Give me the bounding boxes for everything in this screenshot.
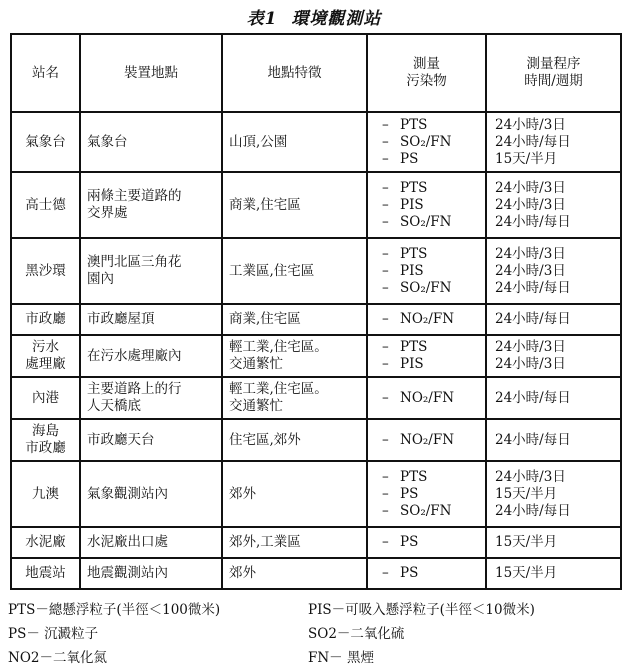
measurement-schedule-text: 15天/半月	[495, 534, 558, 550]
pollutant-code: PTS	[400, 179, 428, 196]
dash-bullet: –	[382, 245, 389, 262]
station-name-text: 氣象台	[25, 133, 66, 150]
pollutant-code: NO₂/FN	[400, 389, 455, 406]
pollutant-cell	[367, 527, 486, 558]
station-name-text: 九澳	[32, 485, 59, 502]
measurement-schedule-text: 24小時/3日	[495, 179, 566, 196]
dash-bullet: –	[382, 485, 389, 502]
station-name-text: 市政廳	[25, 440, 66, 456]
location-feature-text: 山頂,公園	[229, 133, 288, 150]
measurement-schedule-cell	[486, 238, 621, 304]
pollutant-code: PIS	[400, 356, 424, 372]
header-text: 站名	[32, 64, 59, 81]
header-text: 污染物	[406, 73, 447, 89]
location-feature-text: 輕工業,住宅區。	[229, 339, 328, 355]
pollutant-code: SO₂/FN	[400, 279, 452, 296]
install-location-text: 水泥廠出口處	[87, 534, 168, 550]
dash-bullet: –	[382, 339, 389, 355]
location-feature-text: 工業區,住宅區	[229, 262, 315, 279]
location-feature-text: 郊外	[229, 565, 256, 581]
dash-bullet: –	[382, 311, 389, 327]
legend-note: SO2－二氧化硫	[308, 626, 405, 642]
location-feature-cell	[222, 558, 367, 589]
table-row	[11, 527, 621, 558]
pollutant-code: PS	[400, 534, 419, 550]
pollutant-cell	[367, 419, 486, 461]
dash-bullet: –	[382, 534, 389, 550]
header-text: 裝置地點	[124, 64, 178, 81]
pollutant-code: PTS	[400, 116, 428, 133]
pollutant-cell	[367, 335, 486, 377]
column-header-location	[80, 34, 222, 112]
stations-table	[10, 33, 622, 590]
install-location-text: 市政廳屋頂	[87, 311, 155, 327]
dash-bullet: –	[382, 196, 389, 213]
location-feature-text: 輕工業,住宅區。	[229, 381, 328, 397]
pollutant-cell	[367, 172, 486, 238]
install-location-cell	[80, 377, 222, 419]
pollutant-line	[382, 280, 479, 297]
install-location-cell	[80, 461, 222, 527]
pollutant-line	[382, 197, 479, 214]
install-location-cell	[80, 112, 222, 172]
header-text: 測量程序	[526, 56, 581, 72]
measurement-schedule-text: 24小時/3日	[495, 245, 566, 262]
table-number: 表1	[246, 9, 278, 29]
location-feature-cell	[222, 377, 367, 419]
location-feature-cell	[222, 527, 367, 558]
table-row	[11, 172, 621, 238]
measurement-schedule-text: 24小時/3日	[495, 196, 566, 213]
pollutant-code: PIS	[400, 262, 424, 279]
pollutant-code: PS	[400, 150, 419, 167]
pollutant-line	[382, 134, 479, 151]
station-name-text: 高士德	[25, 196, 66, 213]
station-name-cell	[11, 419, 80, 461]
table-row	[11, 419, 621, 461]
install-location-cell	[80, 527, 222, 558]
station-name-text: 處理廠	[25, 356, 66, 372]
dash-bullet: –	[382, 389, 389, 406]
location-feature-cell	[222, 419, 367, 461]
station-name-text: 污水	[32, 339, 59, 355]
pollutant-cell	[367, 558, 486, 589]
station-name-text: 地震站	[25, 565, 66, 581]
table-title	[0, 4, 628, 29]
location-feature-cell	[222, 304, 367, 335]
pollutant-code: NO₂/FN	[400, 311, 455, 327]
station-name-text: 市政廳	[25, 311, 66, 327]
dash-bullet: –	[382, 356, 389, 372]
install-location-text: 澳門北區三角花	[87, 254, 182, 270]
install-location-text: 人天橋底	[87, 398, 141, 414]
measurement-schedule-text: 24小時/3日	[495, 356, 566, 372]
column-header-station	[11, 34, 80, 112]
legend-note: PTS－總懸浮粒子(半徑＜100微米)	[8, 602, 221, 618]
dash-bullet: –	[382, 431, 389, 448]
station-name-cell	[11, 238, 80, 304]
pollutant-line	[382, 565, 479, 582]
install-location-text: 交界處	[87, 205, 128, 221]
measurement-schedule-text: 15天/半月	[495, 150, 558, 167]
install-location-text: 氣象觀測站內	[87, 485, 168, 502]
measurement-schedule-text: 24小時/每日	[495, 311, 571, 327]
station-name-cell	[11, 558, 80, 589]
column-header-schedule	[486, 34, 621, 112]
station-name-text: 水泥廠	[25, 534, 66, 550]
pollutant-line	[382, 534, 479, 551]
station-name-cell	[11, 461, 80, 527]
dash-bullet: –	[382, 116, 389, 133]
install-location-cell	[80, 419, 222, 461]
install-location-text: 兩條主要道路的	[87, 188, 182, 204]
column-header-pollutant	[367, 34, 486, 112]
location-feature-cell	[222, 238, 367, 304]
measurement-schedule-text: 15天/半月	[495, 565, 558, 581]
station-name-text: 黑沙環	[25, 262, 66, 279]
location-feature-cell	[222, 112, 367, 172]
station-name-cell	[11, 527, 80, 558]
legend-note: FN－ 黑煙	[308, 650, 374, 666]
install-location-cell	[80, 238, 222, 304]
pollutant-line	[382, 214, 479, 231]
install-location-cell	[80, 558, 222, 589]
pollutant-cell	[367, 304, 486, 335]
station-name-text: 內港	[32, 389, 59, 406]
location-feature-text: 商業,住宅區	[229, 196, 301, 213]
dash-bullet: –	[382, 179, 389, 196]
pollutant-line	[382, 263, 479, 280]
install-location-text: 園內	[87, 271, 114, 287]
pollutant-line	[382, 356, 479, 373]
measurement-schedule-text: 24小時/每日	[495, 133, 571, 150]
pollutant-line	[382, 151, 479, 168]
measurement-schedule-text: 24小時/每日	[495, 502, 571, 519]
dash-bullet: –	[382, 502, 389, 519]
install-location-cell	[80, 172, 222, 238]
measurement-schedule-text: 24小時/3日	[495, 116, 566, 133]
pollutant-code: SO₂/FN	[400, 502, 452, 519]
legend-note: PIS－可吸入懸浮粒子(半徑＜10微米)	[308, 602, 535, 618]
header-text: 測量	[413, 56, 440, 72]
station-name-cell	[11, 304, 80, 335]
dash-bullet: –	[382, 468, 389, 485]
pollutant-code: PIS	[400, 196, 424, 213]
measurement-schedule-text: 24小時/3日	[495, 468, 566, 485]
install-location-cell	[80, 335, 222, 377]
dash-bullet: –	[382, 133, 389, 150]
header-row	[11, 34, 621, 112]
station-name-text: 海島	[32, 423, 59, 439]
station-name-cell	[11, 172, 80, 238]
location-feature-text: 郊外,工業區	[229, 534, 301, 550]
install-location-cell	[80, 304, 222, 335]
pollutant-code: PTS	[400, 339, 428, 355]
column-header-feature	[222, 34, 367, 112]
measurement-schedule-cell	[486, 419, 621, 461]
header-text: 時間/週期	[524, 73, 583, 89]
pollutant-line	[382, 432, 479, 449]
measurement-schedule-text: 24小時/3日	[495, 339, 566, 355]
install-location-text: 市政廳天台	[87, 431, 155, 448]
table-row	[11, 377, 621, 419]
dash-bullet: –	[382, 565, 389, 581]
table-caption: 環境觀測站	[291, 9, 382, 29]
pollutant-cell	[367, 377, 486, 419]
dash-bullet: –	[382, 279, 389, 296]
pollutant-code: PS	[400, 485, 419, 502]
table-row	[11, 461, 621, 527]
location-feature-text: 商業,住宅區	[229, 311, 301, 327]
location-feature-text: 交通繁忙	[229, 398, 283, 414]
measurement-schedule-text: 15天/半月	[495, 485, 558, 502]
location-feature-cell	[222, 172, 367, 238]
location-feature-cell	[222, 461, 367, 527]
dash-bullet: –	[382, 262, 389, 279]
table-row	[11, 335, 621, 377]
measurement-schedule-text: 24小時/每日	[495, 279, 571, 296]
measurement-schedule-text: 24小時/3日	[495, 262, 566, 279]
location-feature-text: 郊外	[229, 485, 256, 502]
pollutant-code: SO₂/FN	[400, 133, 452, 150]
pollutant-code: PTS	[400, 468, 428, 485]
install-location-text: 氣象台	[87, 133, 128, 150]
pollutant-code: PTS	[400, 245, 428, 262]
measurement-schedule-cell	[486, 304, 621, 335]
measurement-schedule-cell	[486, 377, 621, 419]
install-location-text: 在污水處理廠內	[87, 347, 182, 364]
measurement-schedule-text: 24小時/每日	[495, 431, 571, 448]
pollutant-line	[382, 180, 479, 197]
measurement-schedule-text: 24小時/每日	[495, 213, 571, 230]
measurement-schedule-cell	[486, 527, 621, 558]
station-name-cell	[11, 335, 80, 377]
table-row	[11, 304, 621, 335]
dash-bullet: –	[382, 213, 389, 230]
pollutant-line	[382, 117, 479, 134]
location-feature-text: 交通繁忙	[229, 356, 283, 372]
pollutant-cell	[367, 238, 486, 304]
measurement-schedule-cell	[486, 335, 621, 377]
pollutant-line	[382, 339, 479, 356]
table-row	[11, 238, 621, 304]
measurement-schedule-cell	[486, 558, 621, 589]
install-location-text: 地震觀測站內	[87, 565, 168, 581]
install-location-text: 主要道路上的行	[87, 381, 182, 397]
measurement-schedule-text: 24小時/每日	[495, 389, 571, 406]
legend-note: NO2－二氧化氮	[8, 650, 107, 666]
header-text: 地點特徵	[267, 64, 322, 81]
station-name-cell	[11, 377, 80, 419]
table-body	[11, 112, 621, 589]
measurement-schedule-cell	[486, 461, 621, 527]
legend-note: PS－ 沉澱粒子	[8, 626, 99, 642]
measurement-schedule-cell	[486, 112, 621, 172]
dash-bullet: –	[382, 150, 389, 167]
pollutant-line	[382, 469, 479, 486]
station-name-cell	[11, 112, 80, 172]
pollutant-code: NO₂/FN	[400, 431, 455, 448]
pollutant-line	[382, 311, 479, 328]
location-feature-cell	[222, 335, 367, 377]
pollutant-code: PS	[400, 565, 419, 581]
table-row	[11, 112, 621, 172]
location-feature-text: 住宅區,郊外	[229, 431, 301, 448]
pollutant-line	[382, 390, 479, 407]
pollutant-code: SO₂/FN	[400, 213, 452, 230]
pollutant-line	[382, 246, 479, 263]
table-row	[11, 558, 621, 589]
pollutant-line	[382, 486, 479, 503]
pollutant-cell	[367, 112, 486, 172]
pollutant-line	[382, 503, 479, 520]
pollutant-cell	[367, 461, 486, 527]
measurement-schedule-cell	[486, 172, 621, 238]
